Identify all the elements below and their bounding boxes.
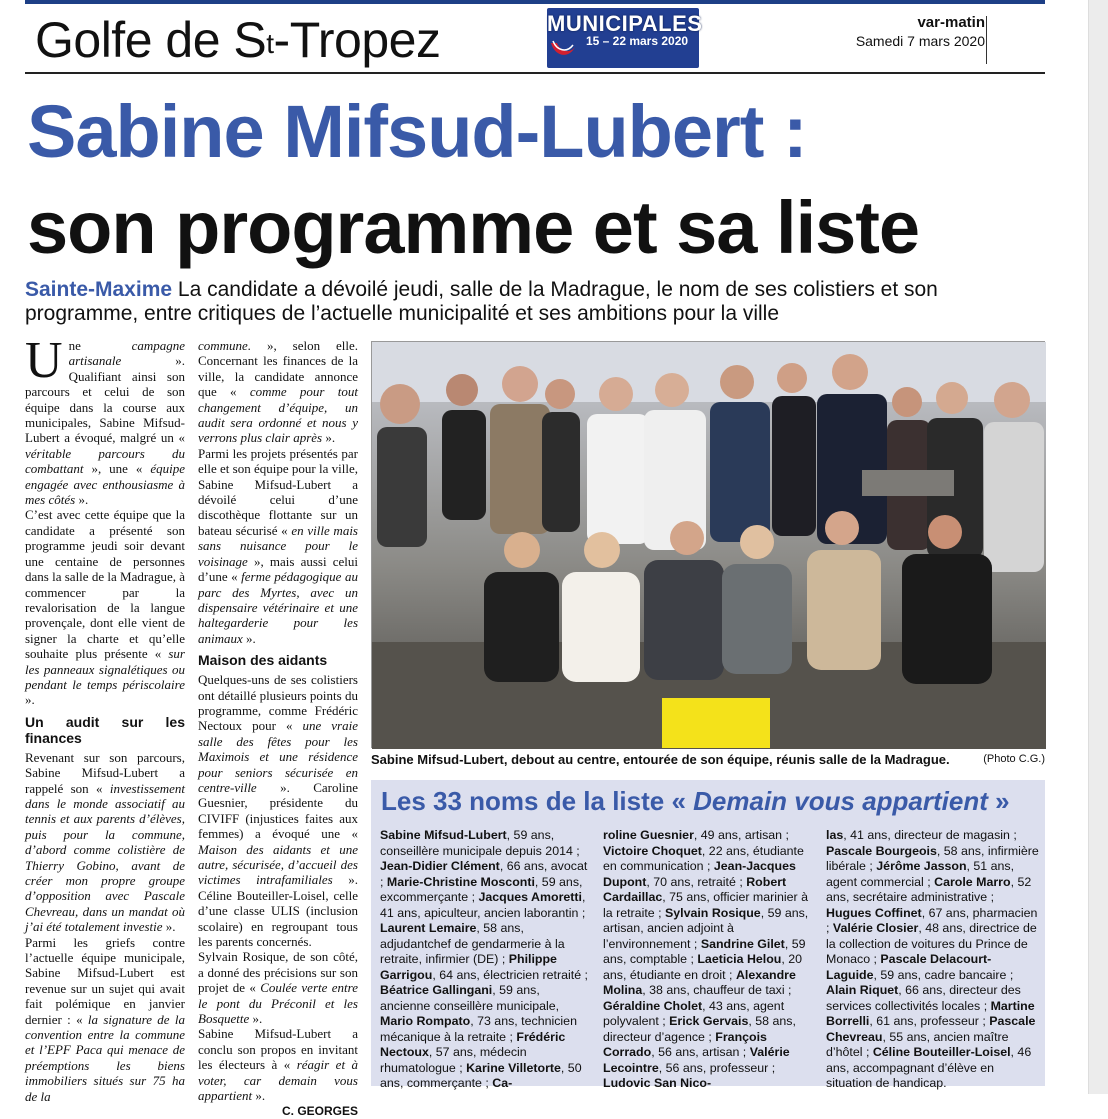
badge-title: MUNICIPALES [547,11,703,36]
lede-text: La candidate a dévoilé jeudi, salle de la Madrague, le nom de ses colistiers et son programme, entre critiques de l’actuelle municipalité et ses ambitions pour la ville [25,278,938,325]
candidate-list-title: Les 33 noms de la liste « Demain vous appartient » [381,786,1010,816]
article-paragraph: Une campagne artisanale ». Qualifiant ainsi son parcours et celui de son équipe dans la course aux municipales, Sabine Mifsud-Lubert a évoqué, malgré un « véritable parcours du combattant », une « équipe engagée avec enthousiasme à mes côtés ». [25,332,185,508]
article-paragraph: Quelques-uns de ses colistiers ont détaillé plusieurs points du programme, comme Frédéric Nectoux pour « une vraie salle des fêtes pour les Maximois et une résidence pour seniors sécurisée en centre-ville ». Caroline Guesnier, présidente du CIVIFF (injustices faites aux femmes) a évoqué une « Maison des aidants et une autre, sécurisée, d’accueil des victimes intrafamiliales ». Céline Bouteiller-Loisel, celle d’une classe ULIS (inclusion scolaire) en regroupant tous les parents concernés. [198,672,359,950]
candidate-list-box [371,780,1045,1090]
photo-caption [371,752,1045,767]
paper-date: Samedi 7 mars 2020 [855,33,985,49]
candidate-list-column-3: las, 41 ans, directeur de magasin ; Pascale Bourgeois, 58 ans, infirmière libérale ; Jérôme Jasson, 51 ans, agent commercial ; Carole Marro, 52 ans, secrétaire administrative ; Hugues Coffinet, 67 ans, pharmacien ; Valérie Closier, 48 ans, directrice de la collection de voitures du Prince de Monaco ; Pascale Delacourt-Laguide, 59 ans, cadre bancaire ; Alain Riquet, 66 ans, directeur des services collectivités locales ; Martine Borrelli, 61 ans, professeur ; Pascale Chevreau, 55 ans, ancien maître d’hôtel ; Céline Bouteiller-Loisel, 46 ans, accompagnant d’élève en situation de handicap. [826,828,1039,1090]
byline: C. GEORGES [281,1103,358,1118]
lede [25,278,1045,326]
headline-line-1: Sabine Mifsud-Lubert : [27,90,807,173]
badge-dates: 15 – 22 mars 2020 [585,34,689,48]
article-column-2 [198,338,358,1119]
article-paragraph: Sabine Mifsud-Lubert a conclu son propos en invitant les électeurs à « réagir et à voter, car demain vous appartient ». [198,1026,359,1104]
article-paragraph: Parmi les projets présentés par elle et son équipe pour la ville, Sabine Mifsud-Lubert a dévoilé celui d’une discothèque flottante sur un bateau sécurisé « en ville mais sans nuisance pour le voisinage », mais aussi celui d’une « ferme pédagogique au parc des Myrtes, avec un dispensaire vétérinaire et une haltegarderie pour les animaux ». [198,445,358,646]
article-column-1 [25,332,186,1104]
article-paragraph: Sylvain Rosique, de son côté, a donné des précisions sur son projet de « Coulée verte entre le pont du Préconil et les Bosquette ». [198,949,358,1027]
subhead-finances: Un audit sur les finances [25,713,185,746]
candidate-list-column-2: roline Guesnier, 49 ans, artisan ; Victoire Choquet, 22 ans, étudiante en communication ; Jean-Jacques Dupont, 70 ans, retraité ; Robert Cardaillac, 75 ans, officier marinier à la retraite ; Sylvain Rosique, 59 ans, artisan, ancien adjoint à l’environnement ; Sandrine Gilet, 59 ans, comptable ; Laeticia Helou, 20 ans, étudiante en droit ; Alexandre Molina, 38 ans, chauffeur de taxi ; Géraldine Cholet, 43 ans, agent polyvalent ; Erick Gervais, 58 ans, directeur d’agence ; François Corrado, 56 ans, artisan ; Valérie Lecointre, 56 ans, professeur ; Ludovic San Nico- [603,828,809,1090]
paper-name: var-matin [917,14,985,31]
photo-credit: (Photo C.G.) [983,753,1045,765]
page-header [25,4,1045,74]
article-paragraph: C’est avec cette équipe que la candidate a présenté son programme jeudi soir devant une centaine de personnes dans la salle de la Madrague, à commencer par la revalorisation de la langue provençale, dont elle vient de signer la charte et qu’elle souhaite plus présente « sur les panneaux signalétiques ou pendant le temps périscolaire ». [25,507,185,708]
group-photo-image [372,342,1046,749]
candidate-list-column-1: Sabine Mifsud-Lubert, 59 ans, conseillère municipale depuis 2014 ; Jean-Didier Clément, 66 ans, avocat ; Marie-Christine Mosconti, 59 ans, excommerçante ; Jacques Amoretti, 41 ans, apiculteur, ancien laborantin ; Laurent Lemaire, 58 ans, adjudantchef de gendarmerie à la retraite, infirmier (DE) ; Philippe Garrigou, 64 ans, électricien retraité ; Béatrice Gallingani, 59 ans, ancienne conseillère municipale, Mario Rompato, 73 ans, technicien mécanique à la retraite ; Frédéric Nectoux, 57 ans, médecin rhumatologue ; Karine Villetorte, 50 ans, commerçante ; Ca- [380,828,588,1090]
article-paragraph: commune. », selon elle. Concernant les finances de la ville, la candidate annonce que « comme pour tout changement d’équipe, un audit sera ordonné et nous y verrons plus clair après ». [198,338,358,446]
article-paragraph: Parmi les griefs contre l’actuelle équipe municipale, Sabine Mifsud-Lubert est revenue sur un sujet qui avait fait polémique en janvier dernier : « la signature de la convention entre la commune et l’EPF Paca qui menace de préemptions les biens immobiliers situés sur 75 ha de la [25,934,186,1104]
article-paragraph: Revenant sur son parcours, Sabine Mifsud-Lubert a rappelé son « investissement dans le monde associatif au tennis et aux parents d’élèves, puis pour la commune, d’abord comme colistière de Thierry Gobino, avant de créer mon propre groupe d’opposition avec Pascale Chevreau, dans un mandat où j’ai été totalement investie ». [25,749,185,935]
scrollbar[interactable] [1088,0,1108,1094]
photo-caption-text: Sabine Mifsud-Lubert, debout au centre, entourée de son équipe, réunis salle de la Madrague. [371,752,950,767]
group-photo [371,341,1045,748]
section-title: Golfe de $S^t$-Tropez [35,12,441,68]
drop-cap: U [25,332,63,389]
headline-line-2: son programme et sa liste [27,186,920,269]
election-badge [547,8,703,68]
newspaper-page [25,0,1045,1118]
lede-location: Sainte-Maxime [25,278,173,301]
masthead-divider [986,16,987,64]
masthead [856,14,985,49]
subhead-aidants: Maison des aidants [198,652,328,669]
